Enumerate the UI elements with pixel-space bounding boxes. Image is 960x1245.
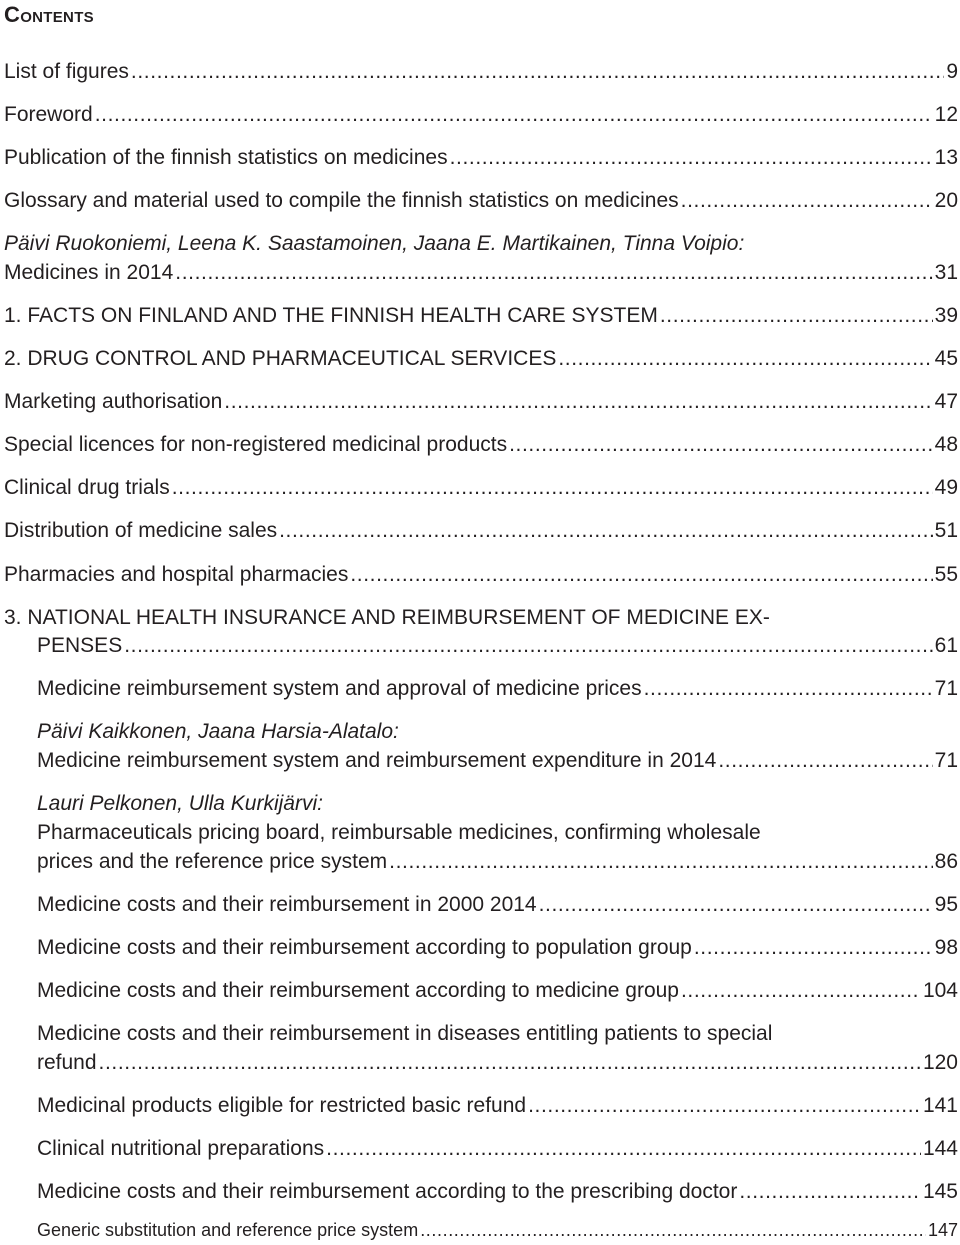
toc-entry[interactable]	[4, 431, 958, 459]
toc-entry[interactable]	[37, 1216, 958, 1244]
toc-page-number: 61	[934, 634, 958, 657]
toc-entry[interactable]	[4, 259, 958, 287]
dot-leader	[681, 977, 921, 1005]
dot-leader	[718, 747, 932, 775]
toc-entry-title: Clinical drug trials	[4, 476, 170, 499]
toc-entry[interactable]	[37, 1178, 958, 1206]
toc-page-number: 48	[934, 433, 958, 456]
toc-page-number: 104	[922, 979, 958, 1002]
toc-entry[interactable]	[37, 1092, 958, 1120]
dot-leader	[99, 1049, 921, 1077]
toc-entry[interactable]	[4, 561, 958, 589]
toc-page-number: 9	[946, 60, 958, 83]
dot-leader	[644, 675, 933, 703]
toc-page-number: 147	[927, 1220, 958, 1240]
toc-page-number: 51	[934, 519, 958, 542]
toc-page-number: 95	[934, 893, 958, 916]
toc-page-number: 145	[922, 1180, 958, 1203]
toc-entry-title: Medicine reimbursement system and approval of medicine prices	[37, 677, 642, 700]
toc-page-number: 47	[934, 390, 958, 413]
dot-leader	[224, 388, 932, 416]
toc-page-number: 141	[922, 1094, 958, 1117]
toc-entry[interactable]	[4, 345, 958, 373]
toc-entry-title: Pharmacies and hospital pharmacies	[4, 563, 349, 586]
toc-entry[interactable]	[4, 101, 958, 129]
toc-entry-title: Medicine costs and their reimbursement in 2000 2014	[37, 893, 537, 916]
toc-page-number: 45	[934, 347, 958, 370]
toc-entry[interactable]	[4, 517, 958, 545]
toc-entry-title: Marketing authorisation	[4, 390, 223, 413]
toc-entry-title: Clinical nutritional preparations	[37, 1137, 325, 1160]
dot-leader	[539, 891, 933, 919]
dot-leader	[694, 934, 933, 962]
toc-page-number: 39	[934, 304, 958, 327]
toc-entry-title: PENSES	[37, 634, 123, 657]
dot-leader	[131, 58, 944, 86]
toc-entry-title: refund	[37, 1051, 97, 1074]
toc-entry[interactable]	[37, 1135, 958, 1163]
toc-entry[interactable]	[37, 891, 958, 919]
toc-entry[interactable]	[37, 977, 958, 1005]
toc-entry-title: Generic substitution and reference price system	[37, 1220, 419, 1240]
page-title: Contents	[4, 2, 94, 27]
toc-entry[interactable]	[4, 144, 958, 172]
toc-page-number: 71	[934, 677, 958, 700]
toc-entry-authors: Päivi Kaikkonen, Jaana Harsia-Alatalo:	[37, 720, 399, 743]
toc-page-number: 86	[934, 850, 958, 873]
toc-entry[interactable]	[4, 187, 958, 215]
toc-page-number: 55	[934, 563, 958, 586]
dot-leader	[509, 431, 933, 459]
toc-entry-title: Medicine costs and their reimbursement according to the prescribing doctor	[37, 1180, 738, 1203]
dot-leader	[350, 561, 932, 589]
toc-entry[interactable]	[4, 388, 958, 416]
toc-entry[interactable]	[37, 934, 958, 962]
toc-entry-title-line: 3. NATIONAL HEALTH INSURANCE AND REIMBURSEMENT OF MEDICINE EX-	[4, 606, 770, 629]
dot-leader	[558, 345, 932, 373]
toc-entry[interactable]	[37, 848, 958, 876]
dot-leader	[420, 1216, 926, 1244]
toc-entry-title: Foreword	[4, 103, 93, 126]
dot-leader	[528, 1092, 921, 1120]
toc-entry-title: 2. DRUG CONTROL AND PHARMACEUTICAL SERVICES	[4, 347, 557, 370]
toc-entry-title: prices and the reference price system	[37, 850, 388, 873]
toc-entry[interactable]	[37, 675, 958, 703]
toc-entry-title: Medicine reimbursement system and reimbursement expenditure in 2014	[37, 749, 717, 772]
toc-entry-authors: Päivi Ruokoniemi, Leena K. Saastamoinen, Jaana E. Martikainen, Tinna Voipio:	[4, 232, 745, 255]
toc-entry[interactable]	[4, 474, 958, 502]
toc-entry-title: Medicinal products eligible for restricted basic refund	[37, 1094, 527, 1117]
toc-page-number: 144	[922, 1137, 958, 1160]
toc-page-number: 98	[934, 936, 958, 959]
toc-page-number: 71	[934, 749, 958, 772]
toc-entry-title: 1. FACTS ON FINLAND AND THE FINNISH HEALTH CARE SYSTEM	[4, 304, 658, 327]
toc-entry-title: List of figures	[4, 60, 129, 83]
toc-entry-title-line: Medicine costs and their reimbursement in diseases entitling patients to special	[37, 1022, 773, 1045]
toc-entry-title: Medicine costs and their reimbursement according to population group	[37, 936, 692, 959]
dot-leader	[279, 517, 933, 545]
dot-leader	[175, 259, 932, 287]
dot-leader	[326, 1135, 921, 1163]
toc-page-number: 12	[934, 103, 958, 126]
dot-leader	[660, 302, 933, 330]
toc-entry-title: Glossary and material used to compile the finnish statistics on medicines	[4, 189, 679, 212]
toc-page-number: 31	[934, 261, 958, 284]
toc-entry[interactable]	[37, 1049, 958, 1077]
toc-entry[interactable]	[37, 632, 958, 660]
dot-leader	[124, 632, 932, 660]
toc-page-number: 20	[934, 189, 958, 212]
toc-entry[interactable]	[4, 302, 958, 330]
dot-leader	[739, 1178, 921, 1206]
toc-entry-title: Medicines in 2014	[4, 261, 174, 284]
dot-leader	[172, 474, 933, 502]
toc-entry-authors: Lauri Pelkonen, Ulla Kurkijärvi:	[37, 792, 323, 815]
toc-page-number: 13	[934, 146, 958, 169]
dot-leader	[681, 187, 933, 215]
toc-entry[interactable]	[37, 747, 958, 775]
toc-entry-title: Special licences for non-registered medicinal products	[4, 433, 508, 456]
toc-page-number: 120	[922, 1051, 958, 1074]
dot-leader	[389, 848, 932, 876]
dot-leader	[95, 101, 933, 129]
toc-entry-title: Medicine costs and their reimbursement according to medicine group	[37, 979, 679, 1002]
toc-entry[interactable]	[4, 58, 958, 86]
dot-leader	[450, 144, 933, 172]
toc-page-number: 49	[934, 476, 958, 499]
toc-entry-title-line: Pharmaceuticals pricing board, reimbursable medicines, confirming wholesale	[37, 821, 761, 844]
toc-entry-title: Publication of the finnish statistics on medicines	[4, 146, 448, 169]
toc-entry-title: Distribution of medicine sales	[4, 519, 278, 542]
